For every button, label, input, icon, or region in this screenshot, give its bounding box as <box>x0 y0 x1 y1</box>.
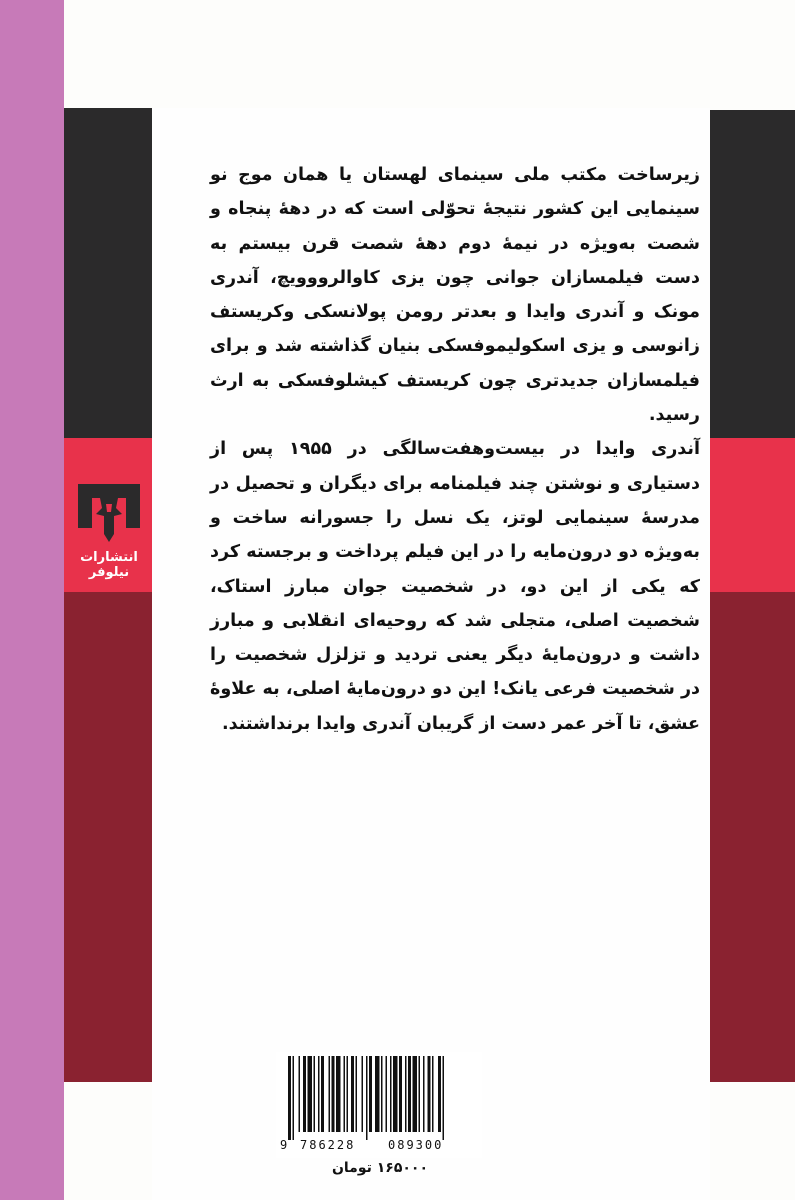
publisher-name: انتشارات نیلوفر <box>80 550 138 580</box>
barcode-bar <box>366 1056 368 1140</box>
barcode-bar <box>318 1056 320 1132</box>
barcode-right-group: 089300 <box>388 1138 444 1152</box>
barcode-bar <box>405 1056 407 1132</box>
barcode-bar <box>369 1056 372 1132</box>
barcode-bar <box>356 1056 358 1132</box>
barcode-bar <box>351 1056 354 1132</box>
right-red-band <box>710 438 795 592</box>
barcode-bar <box>375 1056 380 1132</box>
barcode-bar <box>399 1056 402 1132</box>
barcode-bar <box>329 1056 331 1132</box>
barcode-bar <box>336 1056 341 1132</box>
barcode-bar <box>299 1056 301 1132</box>
barcode-bar <box>413 1056 418 1132</box>
barcode-bar <box>362 1056 364 1132</box>
barcode-bar <box>423 1056 425 1132</box>
barcode-bar <box>428 1056 431 1132</box>
barcode-bar <box>443 1056 445 1140</box>
left-purple-strip <box>0 0 64 1200</box>
paragraph-2: آندری وایدا در بیست‌وهفت‌سالگی در ۱۹۵۵ پس از دستیاری و نوشتن چند فیلمنامه برای دیگران و تحصیل در مدرسهٔ سینمایی لوتز، یک نسل را جسورانه ساخت و به‌ویژه دو درون‌مایه را در این فیلم پرداخت و برجسته کرد که یکی از این دو، در شخصیت جوان مبارز استاک، شخصیت اصلی، متجلی شد که روحیه‌ای انقلابی و مبارز داشت و درون‌مایهٔ دیگر یعنی تردید و تزلزل شخصیت را در شخصیت فرعی یانک! این دو درون‌مایهٔ اصلی، به علاوهٔ عشق، تا آخر عمر دست از گریبان آندری وایدا برنداشتند. <box>210 439 700 734</box>
barcode-left-group: 786228 <box>300 1138 356 1152</box>
barcode-bar <box>293 1056 295 1140</box>
right-dark-band <box>710 110 795 438</box>
barcode-bar <box>408 1056 411 1132</box>
barcode-bar <box>432 1056 434 1132</box>
barcode-bar <box>347 1056 349 1132</box>
barcode-bar <box>438 1056 441 1132</box>
barcode-bar <box>386 1056 388 1132</box>
back-cover-text <box>210 158 700 741</box>
barcode-bar <box>393 1056 398 1132</box>
barcode-first-digit: 9 <box>280 1138 288 1152</box>
barcode-bar <box>390 1056 392 1132</box>
barcode-bar <box>344 1056 346 1132</box>
isbn-barcode <box>276 1052 482 1158</box>
barcode-bar <box>288 1056 291 1140</box>
barcode-bar <box>332 1056 335 1132</box>
paragraph-1: زیرساخت مکتب ملی سینمای لهستان یا همان موج نو سینمایی این کشور نتیجهٔ تحوّلی است که در دههٔ پنجاه و شصت به‌ویژه در نیمهٔ دوم دههٔ شصت قرن بیستم به دست فیلمسازان جوانی چون یزی کاوالرووویچ، آندری مونک و آندری وایدا و بعدتر رومن پولانسکی وکریستف زانوسی و یزی اسکولیموفسکی بنیان گذاشته شد و برای فیلمسازان جدیدتری چون کریستف کیشلوفسکی به ارث رسید. <box>210 165 700 426</box>
right-maroon-band <box>710 592 795 1082</box>
barcode-bar <box>321 1056 324 1132</box>
left-dark-band <box>64 108 152 438</box>
barcode-bar <box>303 1056 306 1132</box>
barcode-bar <box>314 1056 316 1132</box>
barcode-bars <box>276 1052 482 1140</box>
publisher-logo <box>66 478 152 582</box>
niloofar-logo-icon <box>78 484 140 544</box>
barcode-bar <box>419 1056 421 1132</box>
left-maroon-band <box>64 592 152 1082</box>
barcode-bar <box>381 1056 383 1132</box>
barcode-bar <box>308 1056 313 1132</box>
price-label: ۱۶۵۰۰۰ تومان <box>331 1160 429 1176</box>
